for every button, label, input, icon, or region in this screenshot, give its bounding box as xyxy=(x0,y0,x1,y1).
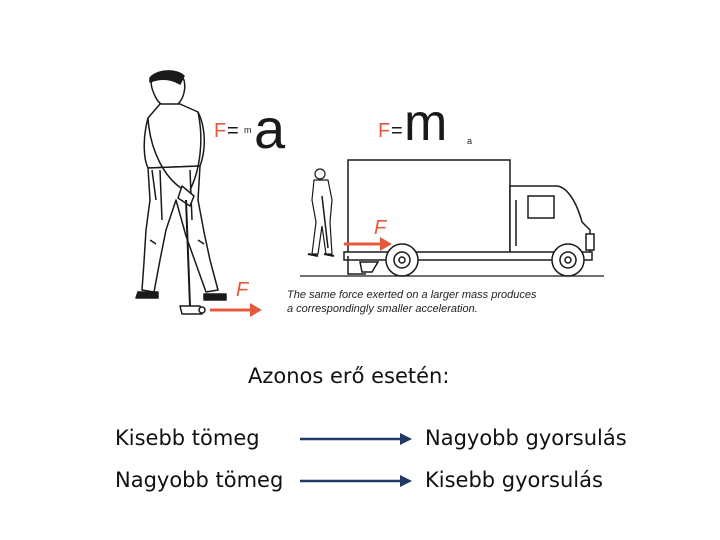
truck-formula-equals: = xyxy=(391,120,403,142)
golf-formula-f: F xyxy=(214,120,227,142)
golf-force-label: F xyxy=(236,279,249,301)
golfer-figure xyxy=(136,71,226,314)
truck-force-label: F xyxy=(374,217,387,239)
golf-formula-m: m xyxy=(244,125,252,135)
comparison-2-right: Kisebb gyorsulás xyxy=(425,468,603,492)
truck-formula-a: a xyxy=(467,136,473,146)
golf-formula-a: a xyxy=(254,97,286,160)
golf-formula-equals: = xyxy=(227,120,239,142)
small-golfer-figure xyxy=(308,169,334,256)
truck-formula-f: F xyxy=(378,120,391,142)
section-heading: Azonos erő esetén: xyxy=(248,364,450,388)
comparison-1-right: Nagyobb gyorsulás xyxy=(425,426,627,450)
comparison-1-arrow xyxy=(298,430,414,448)
figure-caption xyxy=(287,288,607,316)
comparison-2-arrow xyxy=(298,472,414,490)
caption-line-1: The same force exerted on a larger mass produces xyxy=(287,289,537,301)
caption-line-2: a correspondingly smaller acceleration. xyxy=(287,303,478,315)
golf-force-arrow xyxy=(210,303,262,317)
comparison-2-left: Nagyobb tömeg xyxy=(115,468,284,492)
comparison-1-left: Kisebb tömeg xyxy=(115,426,260,450)
truck-formula-m: m xyxy=(404,94,448,152)
